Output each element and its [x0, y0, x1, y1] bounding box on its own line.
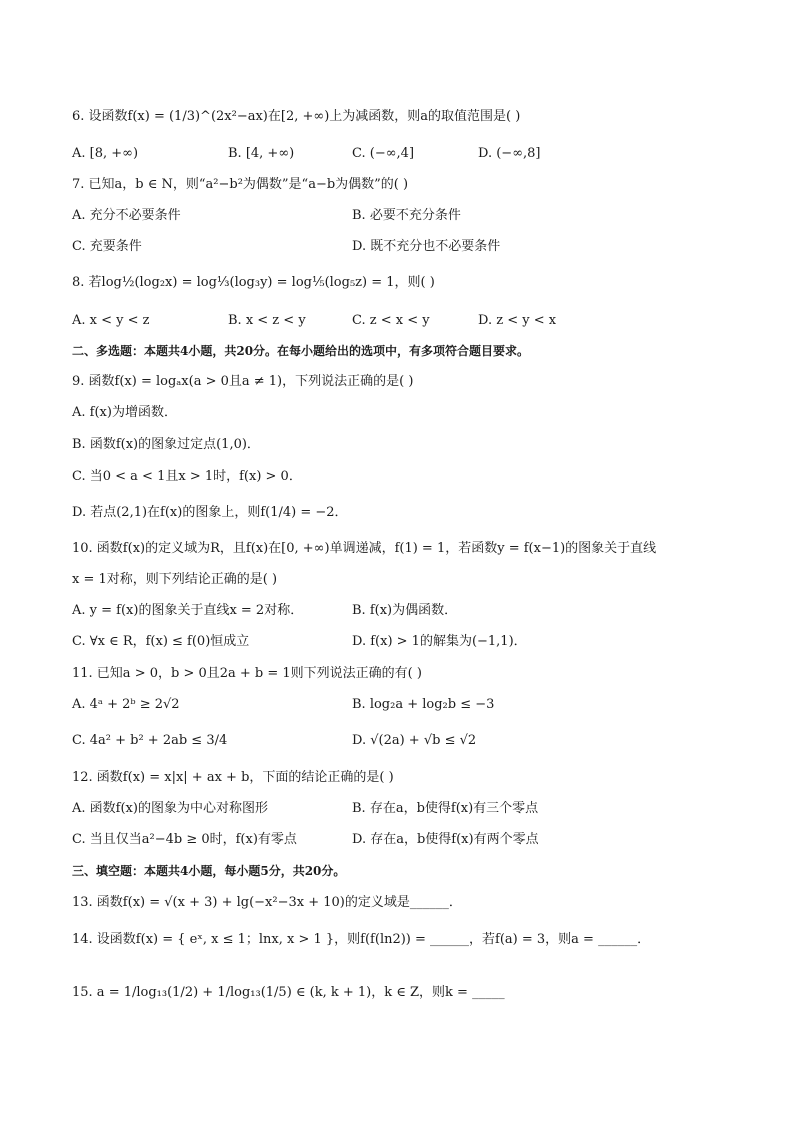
question-9-stem: 9. 函数f(x) = logₐx(a > 0且a ≠ 1)，下列说法正确的是( ) [72, 374, 414, 389]
question-14-stem: 14. 设函数f(x) = { eˣ, x ≤ 1；lnx, x > 1 }，则f(f(ln2)) = ______，若f(a) = 3，则a = ______． [72, 932, 651, 947]
question-12-option-c: C. 当且仅当a²−4b ≥ 0时，f(x)有零点 [72, 832, 297, 847]
question-7-option-b: B. 必要不充分条件 [352, 208, 461, 223]
question-8-option-d: D. z < y < x [478, 313, 557, 328]
question-6-stem: 6. 设函数f(x) = (1/3)^(2x²−ax)在[2, +∞)上为减函数，则a的取值范围是( ) [72, 109, 521, 124]
question-7-option-a: A. 充分不必要条件 [72, 208, 181, 223]
question-10-option-d: D. f(x) > 1的解集为(−1,1)． [352, 634, 527, 649]
question-11-option-b: B. log₂a + log₂b ≤ −3 [352, 697, 495, 712]
question-9-option-a: A. f(x)为增函数． [72, 405, 177, 420]
question-11-option-c: C. 4a² + b² + 2ab ≤ 3/4 [72, 733, 228, 748]
question-12-option-a: A. 函数f(x)的图象为中心对称图形 [72, 801, 268, 816]
question-6-option-a: A. [8, +∞) [72, 146, 139, 161]
question-9-option-d: D. 若点(2,1)在f(x)的图象上，则f(1/4) = −2． [72, 505, 348, 520]
question-13-stem: 13. 函数f(x) = √(x + 3) + lg(−x²−3x + 10)的定义域是______． [72, 895, 462, 910]
question-7-option-d: D. 既不充分也不必要条件 [352, 239, 501, 254]
question-9-option-b: B. 函数f(x)的图象过定点(1,0)． [72, 437, 260, 452]
question-11-option-a: A. 4ᵃ + 2ᵇ ≥ 2√2 [72, 697, 180, 712]
question-10-option-b: B. f(x)为偶函数． [352, 603, 458, 618]
question-7-option-c: C. 充要条件 [72, 239, 142, 254]
question-10-stem-line-2: x = 1对称，则下列结论正确的是( ) [72, 572, 278, 587]
question-12-option-b: B. 存在a，b使得f(x)有三个零点 [352, 801, 539, 816]
question-8-option-c: C. z < x < y [352, 313, 430, 328]
question-8-option-b: B. x < z < y [228, 313, 306, 328]
question-8-option-a: A. x < y < z [72, 313, 150, 328]
question-8-stem: 8. 若log½(log₂x) = log⅓(log₃y) = log⅕(log₅z) = 1，则( ) [72, 275, 435, 290]
question-6-option-d: D. (−∞,8] [478, 146, 541, 161]
question-9-option-c: C. 当0 < a < 1且x > 1时，f(x) > 0． [72, 469, 302, 484]
question-6-option-c: C. (−∞,4] [352, 146, 415, 161]
question-12-stem: 12. 函数f(x) = x|x| + ax + b，下面的结论正确的是( ) [72, 770, 394, 785]
section-3-heading: 三、填空题：本题共4小题，每小题5分，共20分。 [72, 864, 346, 878]
section-2-heading: 二、多选题：本题共4小题，共20分。在每小题给出的选项中，有多项符合题目要求。 [72, 344, 530, 358]
question-12-option-d: D. 存在a，b使得f(x)有两个零点 [352, 832, 539, 847]
question-11-option-d: D. √(2a) + √b ≤ √2 [352, 733, 477, 748]
question-7-stem: 7. 已知a，b ∈ N，则“a²−b²为偶数”是“a−b为偶数”的( ) [72, 177, 409, 192]
question-15-stem: 15. a = 1/log₁₃(1/2) + 1/log₁₃(1/5) ∈ (k, k + 1)，k ∈ Z，则k = _____ [72, 985, 505, 1000]
question-10-stem-line-1: 10. 函数f(x)的定义域为R，且f(x)在[0, +∞)单调递减，f(1) = 1，若函数y = f(x−1)的图象关于直线 [72, 541, 657, 556]
question-10-option-a: A. y = f(x)的图象关于直线x = 2对称． [72, 603, 304, 618]
question-6-option-b: B. [4, +∞) [228, 146, 295, 161]
question-11-stem: 11. 已知a > 0，b > 0且2a + b = 1则下列说法正确的有( ) [72, 666, 422, 681]
question-10-option-c: C. ∀x ∈ R，f(x) ≤ f(0)恒成立 [72, 634, 250, 649]
